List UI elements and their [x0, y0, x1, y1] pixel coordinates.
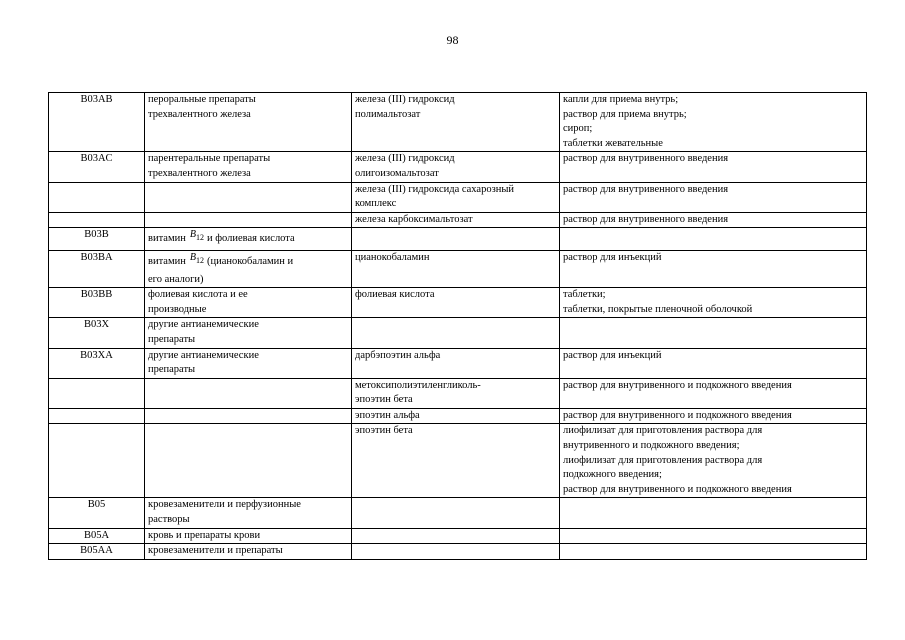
group-name-cell: [145, 250, 352, 287]
atc-code: B05: [87, 499, 106, 511]
group-name-line: другие антианемические: [148, 319, 259, 331]
dosage-form-line: раствор для внутривенного и подкожного введения: [563, 483, 792, 495]
atc-code: B03XA: [80, 349, 113, 361]
group-name-cell: [145, 212, 352, 228]
dosage-form-line: подкожного введения;: [563, 469, 662, 481]
group-name-cell: [145, 152, 352, 182]
group-name-cell: [145, 182, 352, 212]
substance-cell: [352, 182, 560, 212]
group-name-cell: [145, 348, 352, 378]
atc-code-cell: [49, 228, 145, 251]
substance-cell: [352, 228, 560, 251]
group-prefix: витамин: [148, 255, 186, 267]
group-name-line: производные: [148, 303, 207, 315]
group-name-line: препараты: [148, 364, 196, 376]
dosage-form-line: раствор для внутривенного введения: [563, 183, 729, 195]
substance-cell: [352, 348, 560, 378]
substance-line: дарбэпоэтин альфа: [355, 349, 441, 361]
group-name-line: его аналоги): [148, 273, 204, 285]
group-name-line: кровь и препараты крови: [148, 529, 261, 541]
substance-line: цианокобаламин: [355, 251, 430, 263]
dosage-form-cell: [560, 348, 867, 378]
dosage-form-line: раствор для внутривенного и подкожного введения: [563, 379, 792, 391]
group-name-line: фолиевая кислота и ее: [148, 289, 248, 301]
vitamin-b12-symbol: [190, 251, 204, 269]
substance-line: железа (III) гидроксид: [355, 94, 455, 105]
atc-code: B03BB: [80, 289, 113, 301]
group-name-line: другие антианемические: [148, 349, 259, 361]
dosage-form-line: таблетки жевательные: [563, 137, 663, 149]
group-name-line: растворы: [148, 514, 190, 526]
dosage-form-cell: [560, 528, 867, 544]
page-number: 98: [446, 33, 459, 47]
dosage-form-cell: [560, 228, 867, 251]
table-body: [49, 93, 867, 560]
vitamin-symbol: B: [189, 229, 196, 241]
group-suffix: (цианокобаламин и: [206, 255, 294, 267]
dosage-form-cell: [560, 424, 867, 498]
atc-code: B05A: [83, 529, 110, 541]
atc-code-cell: [49, 288, 145, 318]
group-name-line: трехвалентного железа: [148, 108, 251, 120]
table-row: [49, 378, 867, 408]
dosage-form-line: раствор для внутривенного и подкожного введения: [563, 409, 792, 421]
group-prefix: витамин: [148, 233, 186, 245]
substance-cell: [352, 212, 560, 228]
substance-line: железа (III) гидроксида сахарозный: [355, 183, 515, 195]
dosage-form-cell: [560, 318, 867, 348]
substance-line: эпоэтин бета: [355, 394, 413, 406]
substance-line: железа карбоксимальтозат: [355, 213, 473, 225]
group-name-cell: [145, 93, 352, 152]
substance-line: метоксиполиэтиленгликоль-: [355, 379, 481, 391]
substance-cell: [352, 152, 560, 182]
dosage-form-cell: [560, 250, 867, 287]
dosage-form-cell: [560, 544, 867, 560]
substance-cell: [352, 498, 560, 528]
group-name-line: [148, 251, 349, 273]
atc-code-cell: [49, 212, 145, 228]
group-name-cell: [145, 318, 352, 348]
group-name-cell: [145, 498, 352, 528]
table-row: [49, 250, 867, 287]
substance-cell: [352, 250, 560, 287]
table-row: [49, 424, 867, 498]
vitamin-b12-symbol: [190, 228, 204, 246]
group-name-line: кровезаменители и препараты: [148, 545, 283, 557]
substance-cell: [352, 318, 560, 348]
dosage-form-line: таблетки, покрытые пленочной оболочкой: [563, 303, 753, 315]
table-row: [49, 152, 867, 182]
dosage-form-cell: [560, 288, 867, 318]
group-suffix: и фолиевая кислота: [206, 233, 295, 245]
group-name-line: парентеральные препараты: [148, 153, 271, 165]
atc-code-cell: [49, 424, 145, 498]
atc-code-cell: [49, 348, 145, 378]
atc-code-cell: [49, 93, 145, 152]
group-name-cell: [145, 288, 352, 318]
substance-cell: [352, 93, 560, 152]
table-row: [49, 544, 867, 560]
group-name-cell: [145, 228, 352, 251]
table-row: [49, 528, 867, 544]
dosage-form-line: раствор для внутривенного введения: [563, 213, 729, 225]
table-row: [49, 318, 867, 348]
vitamin-subscript: 12: [195, 233, 204, 243]
table-row: [49, 182, 867, 212]
substance-cell: [352, 424, 560, 498]
dosage-form-line: лиофилизат для приготовления раствора для: [563, 454, 763, 466]
atc-code-cell: [49, 182, 145, 212]
atc-code-cell: [49, 544, 145, 560]
substance-line: фолиевая кислота: [355, 289, 435, 301]
vitamin-subscript: 12: [195, 255, 204, 265]
dosage-form-line: лиофилизат для приготовления раствора для: [563, 425, 763, 437]
group-name-line: пероральные препараты: [148, 94, 256, 105]
substance-cell: [352, 408, 560, 424]
atc-code-cell: [49, 318, 145, 348]
dosage-form-line: сироп;: [563, 123, 593, 135]
atc-code: B03X: [83, 319, 110, 331]
group-name-line: трехвалентного железа: [148, 167, 251, 179]
table-row: [49, 348, 867, 378]
group-name-cell: [145, 408, 352, 424]
group-name-line: [148, 228, 349, 250]
group-name-cell: [145, 528, 352, 544]
table-row: [49, 288, 867, 318]
atc-code: B03B: [84, 229, 109, 241]
vitamin-symbol: B: [189, 251, 196, 263]
atc-code-cell: [49, 408, 145, 424]
dosage-form-line: раствор для приема внутрь;: [563, 108, 687, 120]
atc-code: B03AB: [80, 94, 113, 105]
substance-cell: [352, 288, 560, 318]
atc-code-cell: [49, 250, 145, 287]
dosage-form-line: раствор для инъекций: [563, 251, 662, 263]
dosage-form-cell: [560, 93, 867, 152]
atc-code: B03BA: [80, 251, 113, 263]
dosage-form-line: раствор для внутривенного введения: [563, 153, 729, 165]
dosage-form-cell: [560, 182, 867, 212]
dosage-form-line: раствор для инъекций: [563, 349, 662, 361]
table-row: [49, 498, 867, 528]
substance-line: комплекс: [355, 198, 397, 210]
group-name-cell: [145, 544, 352, 560]
substance-cell: [352, 528, 560, 544]
dosage-form-cell: [560, 378, 867, 408]
drug-classification-table: [48, 92, 867, 560]
group-name-line: кровезаменители и перфузионные: [148, 499, 301, 511]
substance-line: эпоэтин альфа: [355, 409, 420, 421]
dosage-form-cell: [560, 408, 867, 424]
substance-line: полимальтозат: [355, 108, 421, 120]
dosage-form-cell: [560, 498, 867, 528]
dosage-form-cell: [560, 212, 867, 228]
substance-line: эпоэтин бета: [355, 425, 413, 437]
substance-line: олигоизомальтозат: [355, 167, 439, 179]
table-row: [49, 228, 867, 251]
atc-code-cell: [49, 152, 145, 182]
atc-code: B05AA: [80, 545, 113, 557]
group-name-line: препараты: [148, 333, 196, 345]
table-row: [49, 408, 867, 424]
group-name-cell: [145, 424, 352, 498]
atc-code-cell: [49, 498, 145, 528]
table-row: [49, 212, 867, 228]
table-row: [49, 93, 867, 152]
atc-code-cell: [49, 528, 145, 544]
atc-code: B03AC: [80, 153, 113, 165]
dosage-form-line: внутривенного и подкожного введения;: [563, 440, 740, 452]
dosage-form-line: капли для приема внутрь;: [563, 94, 679, 105]
group-name-cell: [145, 378, 352, 408]
substance-cell: [352, 378, 560, 408]
dosage-form-cell: [560, 152, 867, 182]
dosage-form-line: таблетки;: [563, 289, 606, 301]
atc-code-cell: [49, 378, 145, 408]
substance-cell: [352, 544, 560, 560]
substance-line: железа (III) гидроксид: [355, 153, 455, 165]
